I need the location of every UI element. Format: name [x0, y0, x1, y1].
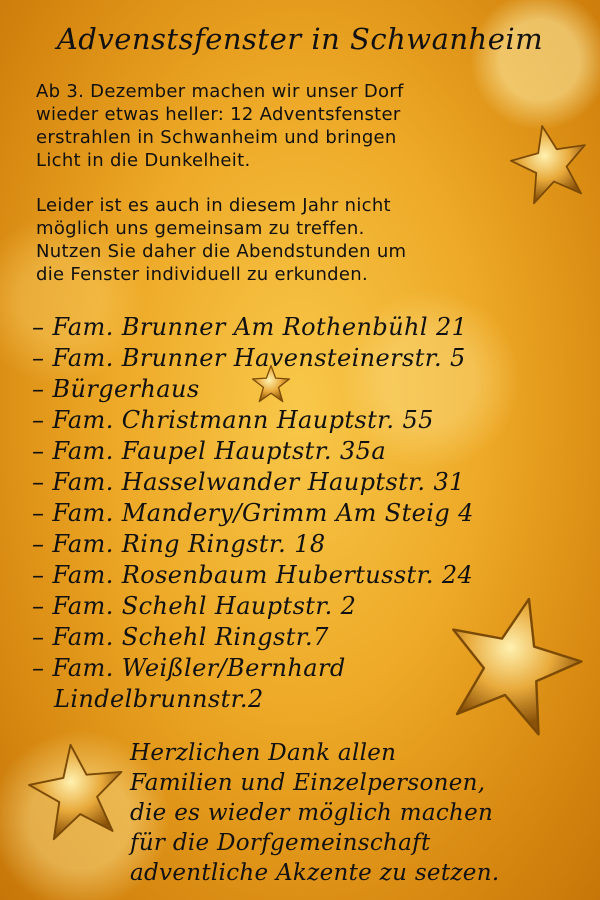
list-item-continuation — [32, 684, 592, 715]
bottom-glitter-star-icon — [24, 738, 130, 844]
intro-line: Ab 3. Dezember machen wir unser Dorf — [36, 81, 404, 102]
list-item: – Fam. Faupel Hauptstr. 35a — [32, 437, 387, 465]
list-item: – Fam. Christmann Hauptstr. 55 — [32, 406, 434, 434]
notice-line: möglich uns gemeinsam zu treffen. — [36, 218, 365, 239]
thanks-line: die es wieder möglich machen — [130, 800, 494, 826]
list-item: – Fam. Weißler/Bernhard — [32, 654, 346, 682]
list-item: – Fam. Schehl Hauptstr. 2 — [32, 592, 357, 620]
list-item: – Fam. Brunner Havensteinerstr. 5 — [32, 344, 466, 372]
list-item: – Fam. Schehl Ringstr.7 — [32, 623, 329, 651]
list-item: – Fam. Rosenbaum Hubertusstr. 24 — [32, 561, 474, 589]
thanks-message — [130, 738, 590, 888]
thanks-line: Familien und Einzelpersonen, — [130, 770, 486, 796]
advent-window-list — [32, 312, 592, 715]
list-item: – Fam. Brunner Am Rothenbühl 21 — [32, 313, 468, 341]
notice-line: Nutzen Sie daher die Abendstunden um — [36, 241, 407, 262]
address-text: Lindelbrunnstr.2 — [54, 685, 264, 713]
notice-line: die Fenster individuell zu erkunden. — [36, 264, 368, 285]
notice-paragraph — [36, 194, 526, 286]
list-item: – Bürgerhaus — [32, 375, 200, 403]
list-item: – Fam. Mandery/Grimm Am Steig 4 — [32, 499, 474, 527]
notice-line: Leider ist es auch in diesem Jahr nicht — [36, 195, 391, 216]
list-item: – Fam. Ring Ringstr. 18 — [32, 530, 326, 558]
intro-line: wieder etwas heller: 12 Adventsfenster — [36, 104, 401, 125]
intro-line: erstrahlen in Schwanheim und bringen — [36, 127, 397, 148]
thanks-line: adventliche Akzente zu setzen. — [130, 860, 500, 886]
thanks-line: für die Dorfgemeinschaft — [130, 830, 431, 856]
intro-line: Licht in die Dunkelheit. — [36, 150, 251, 171]
thanks-line: Herzlichen Dank allen — [130, 740, 397, 766]
page-title: Advenstsfenster in Schwanheim — [56, 22, 544, 56]
intro-paragraph — [36, 80, 526, 172]
list-item: – Fam. Hasselwander Hauptstr. 31 — [32, 468, 465, 496]
